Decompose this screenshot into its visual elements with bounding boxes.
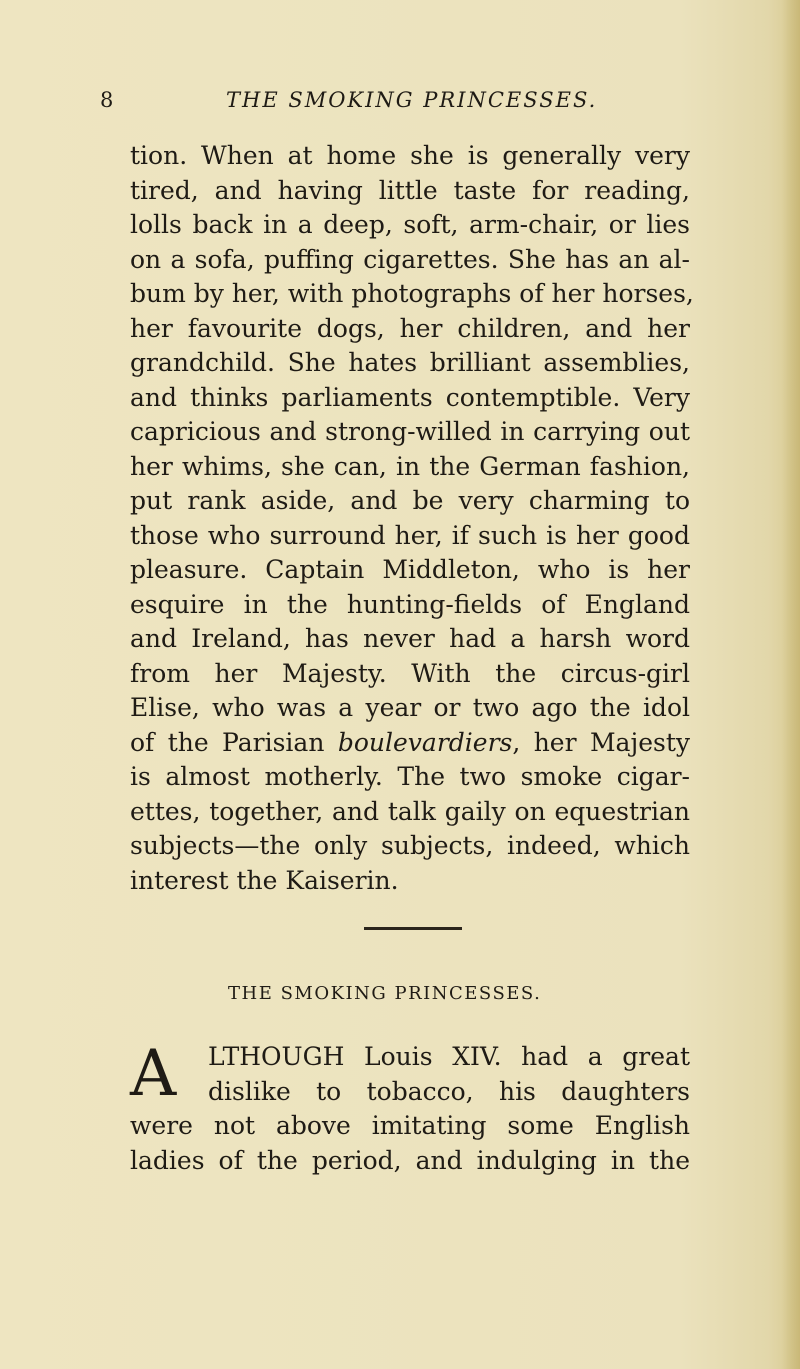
- running-title: THE SMOKING PRINCESSES.: [226, 88, 598, 112]
- section-text: [130, 1037, 690, 1178]
- text-line: subjects—the only subjects, indeed, which: [130, 831, 690, 860]
- text-line: dislike to tobacco, his daughters: [208, 1076, 690, 1106]
- running-head: [100, 88, 660, 118]
- text-line: interest the Kaiserin.: [130, 865, 399, 895]
- text-line: put rank aside, and be very charming to: [130, 486, 690, 515]
- text-line: grandchild. She hates brilliant assemblies,: [130, 348, 690, 377]
- text-line: ettes, together, and talk gaily on equestrian: [130, 796, 690, 826]
- text-line: from her Majesty. With the circus-girl: [130, 658, 690, 688]
- section-title: THE SMOKING PRINCESSES.: [228, 983, 542, 1004]
- text-line: esquire in the hunting-fields of England: [130, 589, 690, 619]
- page-edge-shadow: [782, 0, 800, 1369]
- text-line: were not above imitating some English: [130, 1111, 690, 1140]
- text-line: on a sofa, puffing cigarettes. She has an al-: [130, 244, 690, 274]
- text-line: capricious and strong-willed in carrying out: [130, 417, 690, 446]
- text-line: tired, and having little taste for reading,: [130, 175, 690, 205]
- text-line: lolls back in a deep, soft, arm-chair, or lies: [130, 210, 690, 239]
- drop-cap: A: [130, 1037, 177, 1111]
- text-line: LTHOUGH Louis XIV. had a great: [208, 1042, 690, 1071]
- text-line-with-italic: [130, 726, 690, 761]
- text-line: bum by her, with photographs of her horses,: [130, 279, 694, 308]
- body-text: [130, 139, 694, 898]
- italic-word: boulevardiers: [337, 727, 513, 757]
- page-number: 8: [100, 88, 115, 112]
- text-fragment: , her Majesty: [512, 727, 690, 757]
- text-line: those who surround her, if such is her good: [130, 520, 690, 550]
- text-line: tion. When at home she is generally very: [130, 141, 690, 170]
- section-divider: [364, 927, 462, 930]
- text-line: her whims, she can, in the German fashion,: [130, 451, 690, 481]
- text-line: pleasure. Captain Middleton, who is her: [130, 555, 690, 584]
- text-line: her favourite dogs, her children, and her: [130, 313, 690, 343]
- text-line: and thinks parliaments contemptible. Very: [130, 382, 690, 412]
- text-fragment: of the Parisian: [130, 727, 338, 757]
- text-line: Elise, who was a year or two ago the idol: [130, 693, 690, 722]
- text-line: ladies of the period, and indulging in the: [130, 1145, 690, 1175]
- text-line: and Ireland, has never had a harsh word: [130, 624, 690, 653]
- text-line: is almost motherly. The two smoke cigar-: [130, 762, 690, 791]
